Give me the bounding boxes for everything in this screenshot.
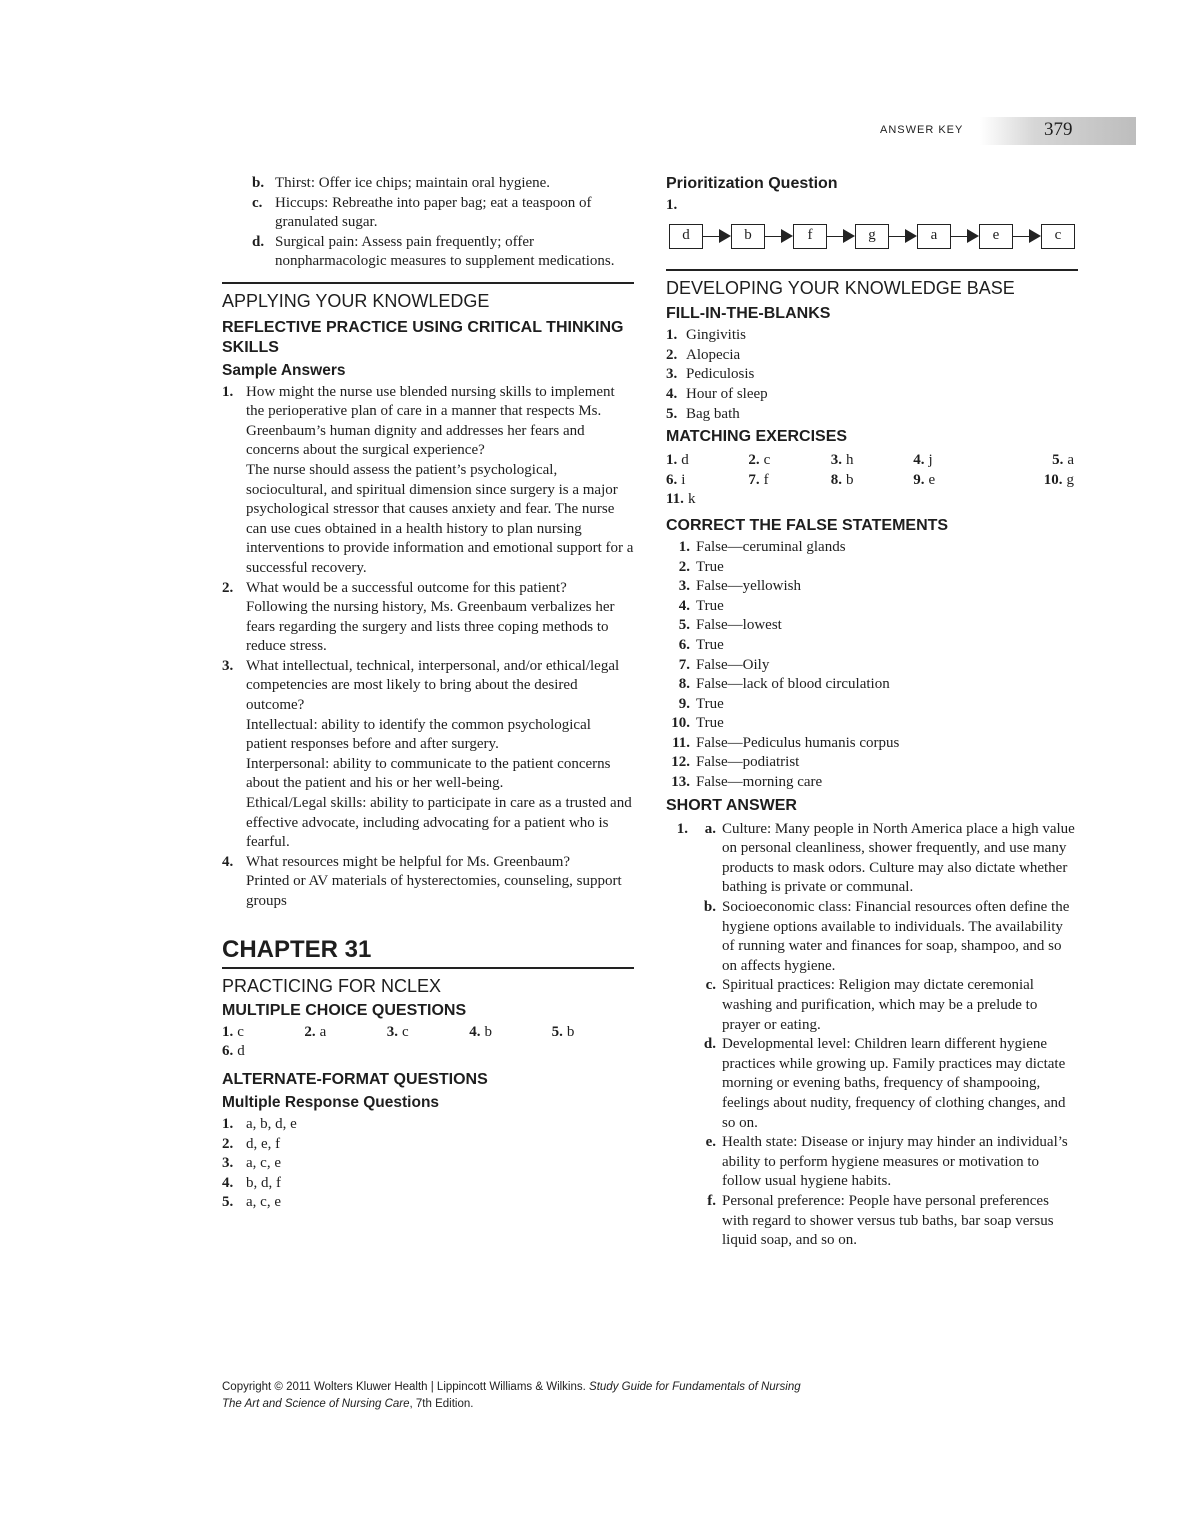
chain-box: e: [979, 224, 1013, 249]
list-item: 1. False—ceruminal glands: [678, 538, 846, 555]
list-item: b. Thirst: Offer ice chips; maintain oral hygiene.: [252, 175, 551, 191]
subsection-title-mcq: MULTIPLE CHOICE QUESTIONS: [222, 1001, 467, 1019]
subsection-title-matching: MATCHING EXERCISES: [666, 428, 848, 446]
arrow-right-icon: [889, 224, 917, 249]
chain-box: a: [917, 224, 951, 249]
arrow-right-icon: [827, 224, 855, 249]
answer-cell: 11. k: [666, 491, 696, 508]
section-divider: [666, 269, 1078, 271]
short-answer-list: [666, 820, 1078, 1251]
list-item: d. Developmental level: Children learn different hygiene practices while growing up. Family practices may dictate morning or evening baths, frequency of shampooing, feelings about nudity, frequency of clothing changes, and so on.: [703, 1036, 1066, 1131]
fill-in-list: [666, 326, 1078, 424]
list-item: 5. False—lowest: [678, 617, 782, 634]
list-item: 3. False—yellowish: [678, 578, 801, 595]
answer-cell: 8. b: [830, 471, 854, 488]
list-item: 5. Bag bath: [666, 405, 740, 422]
arrow-right-icon: [765, 224, 793, 249]
matching-answer-grid: [666, 451, 1078, 510]
list-item: 13. False—morning care: [671, 774, 823, 791]
list-item: 3. Pediculosis: [666, 366, 755, 383]
list-item: 4. Hour of sleep: [666, 385, 768, 402]
subsection-title-short: SHORT ANSWER: [666, 796, 797, 814]
answer-cell: 2. a: [304, 1023, 327, 1040]
prioritization-number: 1.: [666, 197, 678, 213]
list-item: c. Hiccups: Rebreathe into paper bag; eat a teaspoon of granulated sugar.: [252, 194, 592, 231]
arrow-right-icon: [1013, 224, 1041, 249]
copyright-footer: Copyright © 2011 Wolters Kluwer Health | Lippincott Williams & Wilkins. Study Guide for Fundamentals of Nursing The Art and Science of Nursing Care, 7th Edition.: [222, 1381, 801, 1410]
list-item: 12. False—podiatrist: [671, 754, 800, 771]
list-item: b. Socioeconomic class: Financial resources often define the hygiene options available to individuals. The availability of running water and finances for soap, shampoo, and so on affects hygiene.: [703, 899, 1070, 974]
section-title-nclex: PRACTICING FOR NCLEX: [222, 976, 442, 997]
answer-cell: 1. d: [666, 452, 689, 469]
answer-cell: 4. b: [469, 1023, 492, 1040]
prioritization-title: Prioritization Question: [666, 175, 838, 192]
chain-box: c: [1041, 224, 1075, 249]
multiple-response-list: [222, 1115, 634, 1213]
answer-cell: 9. e: [913, 471, 936, 488]
answer-cell: 1. c: [222, 1023, 244, 1040]
answer-cell: 3. h: [830, 452, 854, 469]
arrow-right-icon: [951, 224, 979, 249]
list-item: 10. True: [671, 715, 724, 732]
answer-cell: 10. g: [1043, 471, 1074, 488]
answer-cell: 7. f: [748, 471, 769, 488]
answer-cell: 3. c: [386, 1023, 409, 1040]
reflective-list: [222, 383, 634, 912]
list-item: 1. Gingivitis: [666, 327, 747, 344]
list-item: 2. d, e, f: [222, 1135, 281, 1152]
running-header-label: ANSWER KEY: [880, 124, 964, 136]
subsection-title-false: CORRECT THE FALSE STATEMENTS: [666, 516, 949, 534]
chain-box: b: [731, 224, 765, 249]
section-title-applying: APPLYING YOUR KNOWLEDGE: [222, 290, 490, 311]
left-column: [222, 174, 634, 1213]
list-item: 5. a, c, e: [222, 1194, 281, 1211]
section-title-developing: DEVELOPING YOUR KNOWLEDGE BASE: [666, 277, 1015, 298]
answer-cell: 2. c: [748, 452, 771, 469]
page-number: 379: [1044, 119, 1073, 140]
section-divider: [222, 967, 634, 969]
list-item: e. Health state: Disease or injury may hinder an individual’s ability to perform hygiene measures or motivation to follow usual hygiene habits.: [705, 1134, 1068, 1190]
list-item: 2. Alopecia: [666, 346, 741, 363]
answer-cell: 5. a: [1052, 452, 1074, 469]
list-item: 8. False—lack of blood circulation: [678, 676, 890, 693]
list-item: 6. True: [678, 636, 724, 653]
list-item: 3. What intellectual, technical, interpersonal, and/or ethical/legal competencies are most likely to bring about the desired outcome? Intellectual: ability to identify the common psychological patient responses before and after surgery. Interpersonal: ability to communicate to the patient concerns about the patient and his or her well-being. Ethical/Legal skills: ability to participate in care as a trusted and effective advocate, including advocating for a patient who is fearful.: [222, 657, 632, 851]
answer-cell: 5. b: [551, 1023, 575, 1040]
answer-cell: 6. i: [666, 471, 686, 488]
answer-cell: 6. d: [222, 1043, 245, 1060]
right-column: [666, 174, 1078, 1251]
intro-list: [222, 174, 634, 272]
section-divider: [222, 282, 634, 284]
list-item: f. Personal preference: People have personal preferences with regard to shower versus tub baths, bar soap versus liquid soap, and so on.: [707, 1192, 1054, 1249]
multiple-response-title: Multiple Response Questions: [222, 1093, 440, 1111]
chain-box: g: [855, 224, 889, 249]
mcq-answer-grid: [222, 1023, 634, 1062]
list-item: 9. True: [678, 695, 724, 712]
list-item: 1. a. Culture: Many people in North America place a high value on personal cleanliness, shower frequently, and use many products to mask odors. Culture may also dictate whether bathing is private or communal.: [676, 820, 1075, 896]
list-item: 3. a, c, e: [222, 1155, 281, 1172]
chain-box: f: [793, 224, 827, 249]
list-item: 7. False—Oily: [678, 656, 770, 673]
priority-chain: [669, 224, 1078, 249]
sample-answers-title: Sample Answers: [222, 361, 346, 379]
list-item: 2. True: [678, 558, 724, 575]
list-item: 1. How might the nurse use blended nursing skills to implement the perioperative plan of care in a manner that respects Ms. Greenbaum’s human dignity and addresses her fears and concerns about the surgical experience? The nurse should assess the patient’s psychological, sociocultural, and spiritual dimension since surgery is a major psychological stressor that causes anxiety and fear. The nurse can use cues obtained in a health history to plan nursing interventions to provide information and emotional support for a successful recovery.: [222, 383, 634, 576]
list-item: 11. False—Pediculus humanis corpus: [672, 734, 900, 751]
list-item: 4. What resources might be helpful for Ms. Greenbaum? Printed or AV materials of hysterectomies, counseling, support groups: [222, 853, 622, 909]
subsection-title-fill: FILL-IN-THE-BLANKS: [666, 305, 831, 323]
chain-box: d: [669, 224, 703, 249]
list-item: d. Surgical pain: Assess pain frequently; offer nonpharmacologic measures to supplement medications.: [252, 233, 615, 270]
list-item: 4. True: [678, 597, 724, 614]
subsection-title-reflective: REFLECTIVE PRACTICE USING CRITICAL THINKING SKILLS: [222, 318, 624, 356]
subsection-title-alternate: ALTERNATE-FORMAT QUESTIONS: [222, 1070, 488, 1088]
list-item: 2. What would be a successful outcome for this patient? Following the nursing history, Ms. Greenbaum verbalizes her fears regarding the surgery and lists three coping methods to reduce stress.: [222, 579, 615, 655]
list-item: 1. a, b, d, e: [222, 1115, 297, 1132]
false-statements-list: [666, 538, 1078, 793]
answer-cell: 4. j: [913, 452, 933, 469]
list-item: 4. b, d, f: [222, 1174, 281, 1191]
list-item: c. Spiritual practices: Religion may dictate ceremonial washing and purification, which may be a prelude to prayer or eating.: [705, 977, 1038, 1033]
chapter-title: CHAPTER 31: [222, 935, 372, 963]
arrow-right-icon: [703, 224, 731, 249]
